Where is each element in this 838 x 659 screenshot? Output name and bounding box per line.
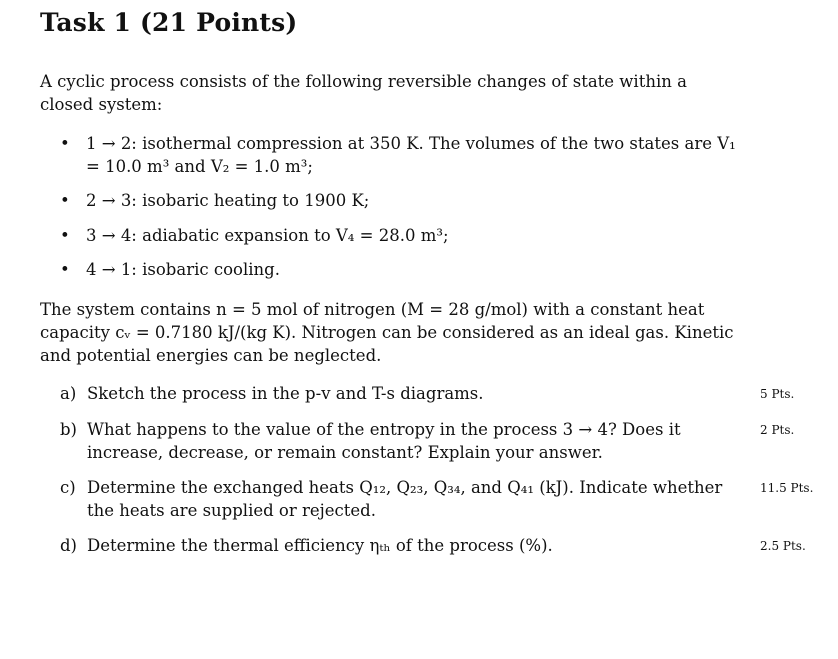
list-item [60, 132, 742, 189]
intro-paragraph: A cyclic process consists of the following reversible changes of state within a closed system: [40, 72, 687, 114]
subtask-question: Determine the thermal efficiency ηₜₕ of the process (%). [87, 536, 553, 555]
points-badge: 11.5 Pts. [760, 481, 814, 495]
subtask-label: d) [60, 536, 77, 555]
state-change-text: 2 → 3: isobaric heating to 1900 K; [86, 191, 370, 210]
list-item [60, 189, 742, 224]
subtask-label: b) [60, 420, 77, 439]
points-badge: 5 Pts. [760, 387, 795, 401]
bullet-icon: • [60, 226, 70, 245]
subtask-question: Sketch the process in the p-v and T-s diagrams. [87, 384, 484, 403]
bullet-icon: • [60, 134, 70, 153]
system-description: The system contains n = 5 mol of nitrogen (M = 28 g/mol) with a constant heat capacity cᵥ = 0.7180 kJ/(kg K). Nitrogen can be considered as an ideal gas. Kinetic and potential energies can be neglected. [40, 300, 734, 365]
state-change-text: 3 → 4: adiabatic expansion to V₄ = 28.0 m³; [86, 226, 449, 245]
bullet-icon: • [60, 260, 70, 279]
state-change-list [60, 132, 742, 288]
bullet-icon: • [60, 191, 70, 210]
list-item [60, 224, 742, 258]
subtask-question: What happens to the value of the entropy in the process 3 → 4? Does it increase, decrease, or remain constant? Explain your answer. [87, 420, 681, 462]
subtask-question: Determine the exchanged heats Q₁₂, Q₂₃, Q₃₄, and Q₄₁ (kJ). Indicate whether the heats are supplied or rejected. [87, 478, 723, 520]
list-item [60, 258, 742, 288]
subtask-label: c) [60, 478, 76, 497]
subtask-label: a) [60, 384, 77, 403]
state-change-text: 1 → 2: isothermal compression at 350 K. The volumes of the two states are V₁ = 10.0 m³ and V₂ = 1.0 m³; [86, 134, 736, 176]
points-badge: 2.5 Pts. [760, 539, 806, 553]
state-change-text: 4 → 1: isobaric cooling. [86, 260, 280, 279]
task-title: Task 1 (21 Points) [40, 8, 298, 37]
points-badge: 2 Pts. [760, 423, 795, 437]
